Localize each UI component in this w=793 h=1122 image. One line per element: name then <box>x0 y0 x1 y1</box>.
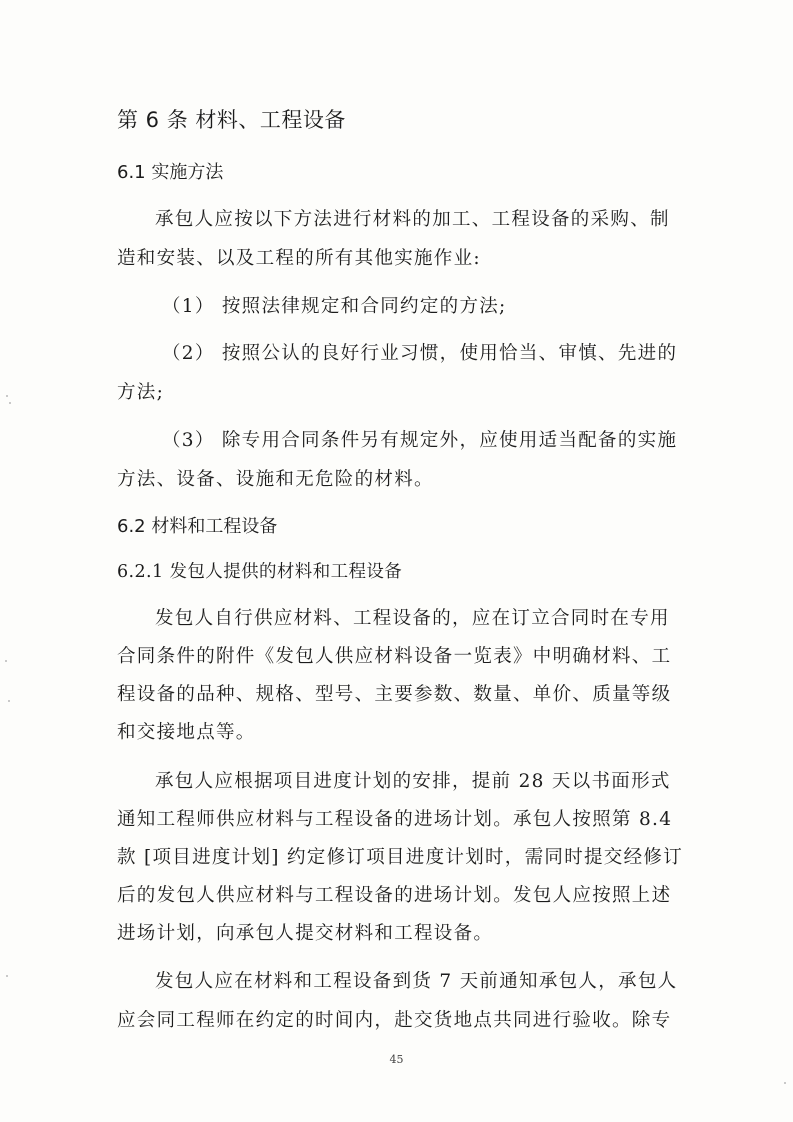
paragraph-1-line-2: 合同条件的附件《发包人供应材料设备一览表》中明确材料、工 <box>117 646 672 667</box>
subsection-6-2-1-heading: 6.2.1 发包人提供的材料和工程设备 <box>117 562 403 582</box>
list-item-3-line-1: （3） 除专用合同条件另有规定外，应使用适当配备的实施 <box>162 430 678 451</box>
scan-speck <box>6 975 8 977</box>
page-number: 45 <box>389 1053 404 1066</box>
paragraph-1-line-3: 程设备的品种、规格、型号、主要参数、数量、单价、质量等级 <box>117 684 672 705</box>
paragraph-1-line-1: 发包人自行供应材料、工程设备的，应在订立合同时在专用 <box>155 608 670 629</box>
scan-speck <box>784 1082 786 1084</box>
paragraph-2-line-1: 承包人应根据项目进度计划的安排，提前 28 天以书面形式 <box>155 771 671 792</box>
paragraph-2-line-2: 通知工程师供应材料与工程设备的进场计划。承包人按照第 8.4 <box>117 809 673 830</box>
scan-speck <box>9 402 11 404</box>
paragraph-2-line-5: 进场计划，向承包人提交材料和工程设备。 <box>117 923 494 944</box>
section-6-1-intro-line-2: 造和安装、以及工程的所有其他实施作业: <box>117 248 481 269</box>
list-item-3-line-2: 方法、设备、设施和无危险的材料。 <box>117 469 434 490</box>
paragraph-1-line-4: 和交接地点等。 <box>117 722 256 743</box>
paragraph-3-line-2: 应会同工程师在约定的时间内，赴交货地点共同进行验收。除专 <box>117 1010 672 1031</box>
list-item-2-line-1: （2） 按照公认的良好行业习惯，使用恰当、审慎、先进的 <box>162 343 678 364</box>
list-item-1: （1） 按照法律规定和合同约定的方法; <box>162 296 507 317</box>
paragraph-3-line-1: 发包人应在材料和工程设备到货 7 天前通知承包人，承包人 <box>155 971 678 992</box>
scan-speck <box>8 700 10 702</box>
list-item-2-line-2: 方法; <box>117 382 165 403</box>
section-6-2-heading: 6.2 材料和工程设备 <box>117 516 278 537</box>
section-6-1-heading: 6.1 实施方法 <box>117 162 224 183</box>
article-title: 第 6 条 材料、工程设备 <box>117 108 346 132</box>
scan-speck <box>5 660 7 662</box>
section-6-1-intro-line-1: 承包人应按以下方法进行材料的加工、工程设备的采购、制 <box>155 209 670 230</box>
paragraph-2-line-3: 款 [项目进度计划] 约定修订项目进度计划时，需同时提交经修订 <box>117 847 683 868</box>
scan-speck <box>6 395 8 397</box>
paragraph-2-line-4: 后的发包人供应材料与工程设备的进场计划。发包人应按照上述 <box>117 885 672 906</box>
